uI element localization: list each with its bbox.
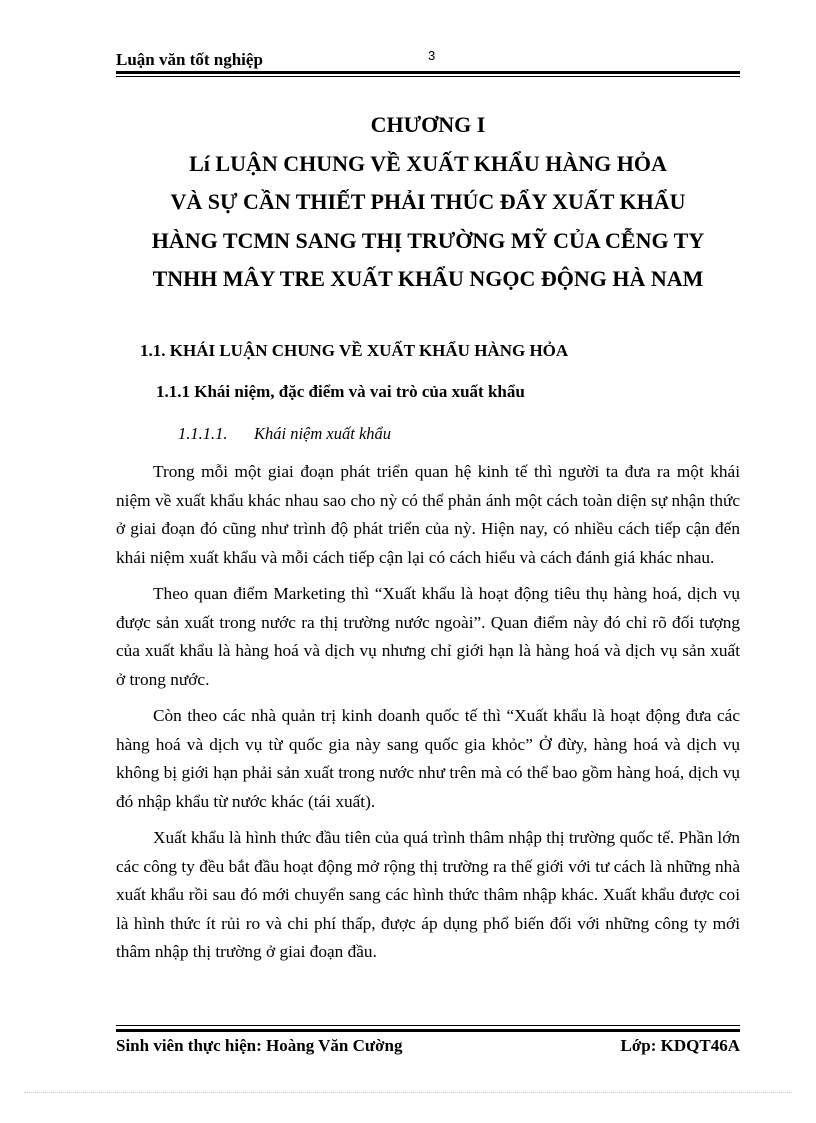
body-text [116, 458, 740, 974]
class-code: Lớp: KDQT46A [620, 1036, 740, 1055]
chapter-title-line-2: VÀ SỰ CẦN THIẾT PHẢI THÚC ĐẨY XUẤT KHẨU [170, 189, 686, 214]
page-number: 3 [428, 48, 436, 63]
page-bottom-border [24, 1092, 792, 1093]
subsubsection-number: 1.1.1.1. [178, 424, 228, 443]
header-rule-thin [116, 76, 740, 77]
subsubsection-heading [178, 424, 391, 444]
paragraph: Còn theo các nhà quản trị kinh doanh quốc tế thì “Xuất khẩu là hoạt động đưa các hàng hoá và dịch vụ từ quốc gia này sang quốc gia khỏc” Ở đừy, hàng hoá và dịch vụ không bị giới hạn phải sản xuất trong nước như trên mà có thể bao gồm hàng hoá, dịch vụ đó nhập khẩu từ nước khác (tái xuất). [116, 705, 740, 811]
chapter-label: CHƯƠNG I [370, 112, 486, 137]
chapter-title-line-3: HÀNG TCMN SANG THỊ TRƯỜNG MỸ CỦA CỄNG TY [151, 227, 705, 253]
chapter-title-line-1: Lí LUẬN CHUNG VỀ XUẤT KHẨU HÀNG HỎA [189, 150, 667, 176]
paragraph: Theo quan điểm Marketing thì “Xuất khẩu là hoạt động tiêu thụ hàng hoá, dịch vụ được sản xuất trong nước ra thị trường nước ngoài”. Quan điểm này đó chỉ rõ đối tượng của xuất khẩu là hàng hoá và dịch vụ nhưng chỉ giới hạn là hàng hoá và dịch vụ sản xuất ở trong nước. [116, 583, 740, 689]
page-footer [116, 1036, 740, 1060]
paragraph: Trong mỗi một giai đoạn phát triển quan hệ kinh tế thì người ta đưa ra một khái niệm về xuất khẩu khác nhau sao cho nỳ có thể phản ánh một cách toàn diện sự nhận thức ở giai đoạn đó cũng như trình độ phát triển của nỳ. Hiện nay, có nhiều cách tiếp cận đến khái niệm xuất khẩu và mỗi cách tiếp cận lại có cách hiểu và cách đánh giá khác nhau. [116, 462, 740, 567]
footer-rule-thick [116, 1029, 740, 1032]
subsection-heading: 1.1.1 Khái niệm, đặc điểm và vai trò của xuất khẩu [156, 382, 525, 401]
header-rule-thick [116, 71, 740, 74]
chapter-heading [116, 112, 740, 305]
chapter-title-line-4: TNHH MÂY TRE XUẤT KHẨU NGỌC ĐỘNG HÀ NAM [152, 266, 704, 291]
subsubsection-title: Khái niệm xuất khẩu [254, 424, 392, 443]
document-title: Luận văn tốt nghiệp [116, 50, 263, 69]
paragraph: Xuất khẩu là hình thức đầu tiên của quá trình thâm nhập thị trường quốc tế. Phần lớn các công ty đều bắt đầu hoạt động mở rộng thị trường ra thế giới với tư cách là những nhà xuất khẩu rồi sau đó mới chuyển sang các hình thức thâm nhập khác. Xuất khẩu được coi là hình thức ít rủi ro và chi phí thấp, được áp dụng phổ biến đối với những công ty mới thâm nhập thị trường ở giai đoạn đầu. [116, 827, 740, 962]
section-heading: 1.1. KHÁI LUẬN CHUNG VỀ XUẤT KHẨU HÀNG HỎA [140, 341, 569, 360]
student-name: Sinh viên thực hiện: Hoàng Văn Cường [116, 1036, 403, 1055]
footer-rule-thin [116, 1025, 740, 1026]
